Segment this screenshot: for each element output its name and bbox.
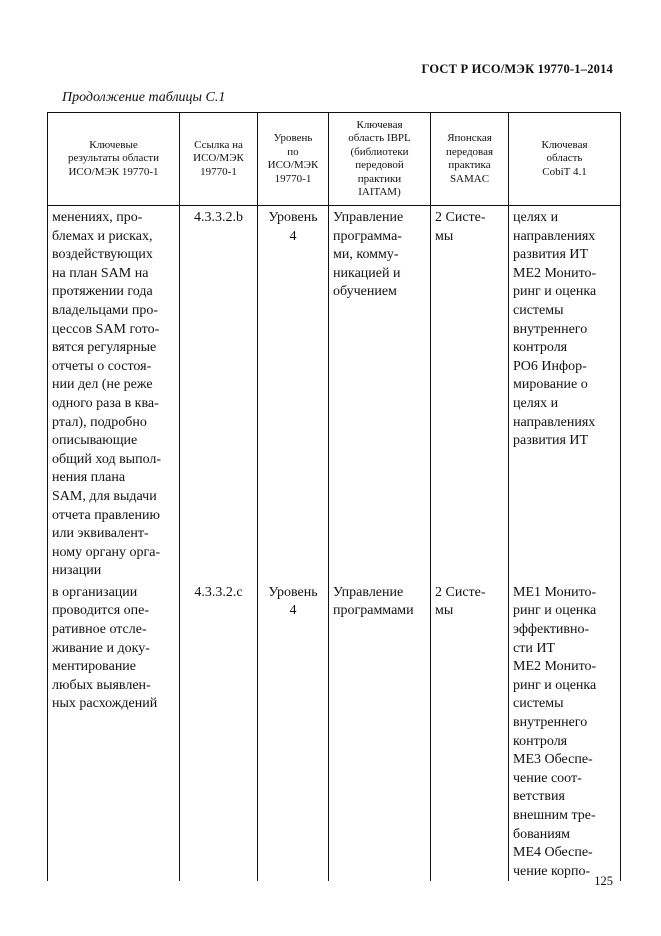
cell-level: Уровень 4: [258, 581, 329, 882]
cell-ibpl: Управление программами: [329, 581, 431, 882]
cell-cobit: целях и направлениях развития ИТ ME2 Монито- ринг и оценка системы внутреннего контроля PO6 Инфор- мирование о целях и направлениях развития ИТ: [509, 206, 621, 581]
mapping-table: [47, 112, 621, 881]
cell-cobit: ME1 Монито- ринг и оценка эффективно- сти ИТ ME2 Монито- ринг и оценка системы внутреннего контроля ME3 Обеспе- чение соот- ветствия внешним тре- бованиям ME4 Обеспе- чение корпо-: [509, 581, 621, 882]
document-standard-id: ГОСТ Р ИСО/МЭК 19770-1–2014: [421, 62, 613, 76]
table-row: [48, 206, 621, 581]
page-number: 125: [594, 874, 613, 888]
cell-level: Уровень 4: [258, 206, 329, 581]
table-header-row: [48, 113, 621, 206]
cell-key-result: в организации проводится опе- ративное отсле- живание и доку- ментирование любых выявлен- ных расхождений: [48, 581, 180, 882]
cell-ibpl: Управление программа- ми, комму- никацией и обучением: [329, 206, 431, 581]
column-header-cobit: Ключевая область CobiT 4.1: [509, 113, 621, 206]
cell-reference: 4.3.3.2.c: [180, 581, 258, 882]
column-header-level: Уровень по ИСО/МЭК 19770-1: [258, 113, 329, 206]
cell-key-result: менениях, про- блемах и рисках, воздействующих на план SAM на протяжении года владельцами про- цессов SAM гото- вятся регулярные отчеты о состоя- нии дел (не реже одного раза в ква- ртал), подробно описывающие общий ход выпол- нения плана SAM, для выдачи отчета правлению или эквивалент- ному органу орга- низации: [48, 206, 180, 581]
column-header-samac: Японская передовая практика SAMAC: [431, 113, 509, 206]
column-header-ibpl: Ключевая область IBPL (библиотеки передовой практики IAITAM): [329, 113, 431, 206]
column-header-reference: Ссылка на ИСО/МЭК 19770-1: [180, 113, 258, 206]
cell-samac: 2 Систе- мы: [431, 206, 509, 581]
table-row: [48, 581, 621, 882]
table-caption: Продолжение таблицы С.1: [62, 90, 226, 105]
column-header-key-results: Ключевые результаты области ИСО/МЭК 19770-1: [48, 113, 180, 206]
cell-samac: 2 Систе- мы: [431, 581, 509, 882]
cell-reference: 4.3.3.2.b: [180, 206, 258, 581]
